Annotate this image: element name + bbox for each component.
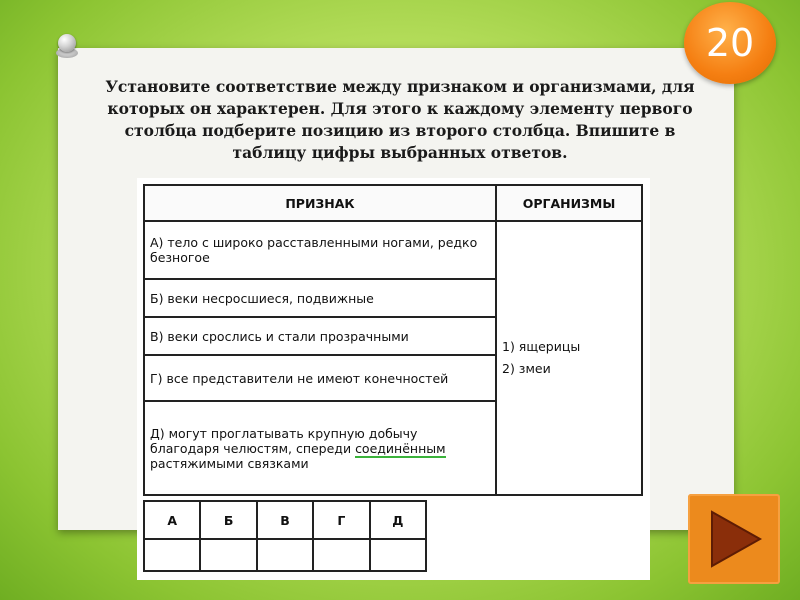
sign-b: Б) веки несросшиеся, подвижные [144,279,496,317]
answer-cell-v[interactable] [257,539,313,571]
play-next-icon [688,494,780,584]
answer-letter-b: Б [200,501,256,539]
answer-cell-d[interactable] [370,539,426,571]
sign-e [144,401,496,495]
slide-number-badge: 20 [684,2,776,84]
sign-e-part2: растяжимыми связками [150,455,309,471]
answer-letter-d: Д [370,501,426,539]
answer-table [143,500,427,572]
sign-a: А) тело с широко расставленными ногами, редко безногое [144,221,496,279]
header-organisms: ОРГАНИЗМЫ [496,185,642,221]
sign-c: В) веки срослись и стали прозрачными [144,317,496,355]
sign-e-underlined: соединённым [355,440,446,456]
task-image [137,178,650,580]
next-slide-button[interactable] [688,494,780,584]
answer-cell-a[interactable] [144,539,200,571]
organism-2: 2) змеи [502,361,551,376]
task-text: Установите соответствие между признаком и организмами, для которых он характерен. Для этого к каждому элементу первого столбца подберите позицию из второго столбца. Впишите в таблицу цифры выбранных ответов. [105,77,695,162]
matching-table [143,184,643,496]
answer-letter-a: А [144,501,200,539]
header-sign: ПРИЗНАК [144,185,496,221]
answer-letter-g: Г [313,501,369,539]
answer-letter-v: В [257,501,313,539]
answer-cell-b[interactable] [200,539,256,571]
answer-cell-g[interactable] [313,539,369,571]
sign-e-part1: Д) могут проглатывать крупную добычу благодаря челюстям, спереди [150,425,418,456]
organisms-cell [496,221,642,495]
sign-d: Г) все представители не имеют конечностей [144,355,496,401]
pushpin-icon [54,34,80,60]
organism-1: 1) ящерицы [502,339,581,354]
